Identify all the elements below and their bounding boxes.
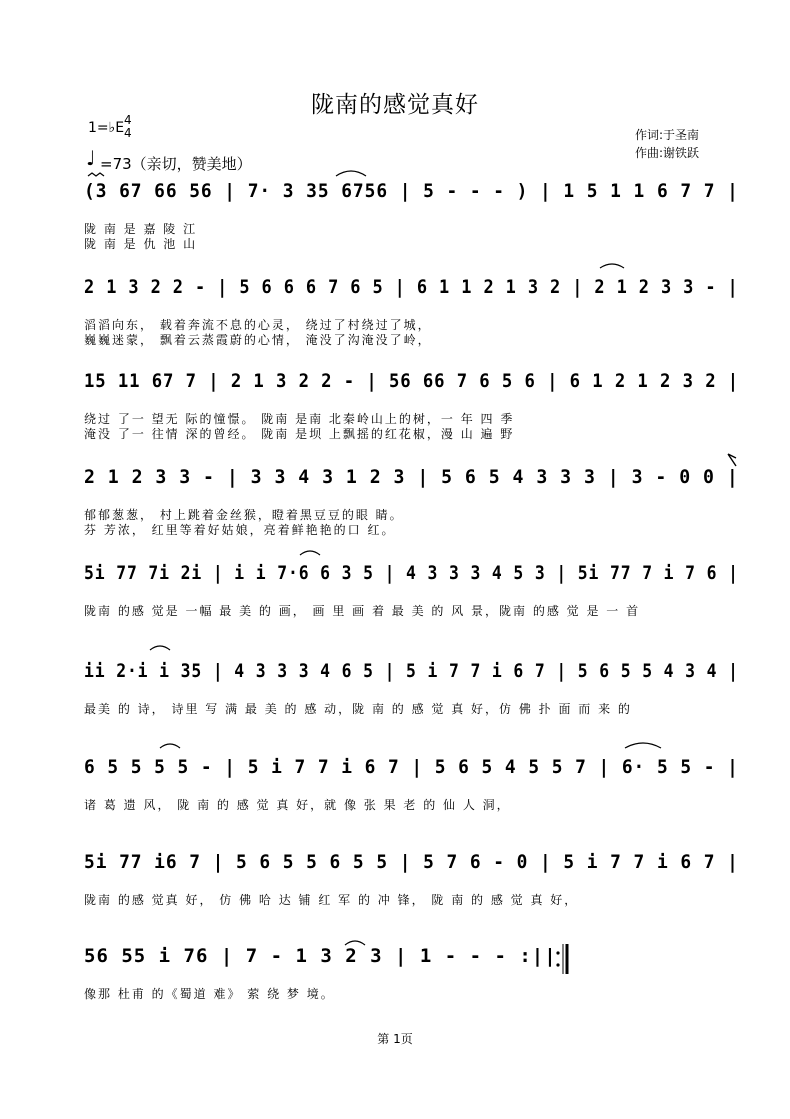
- notation-line: 56 55 i 76 | 7 - 1 3 2 3 | 1 - - - :||: [84, 945, 557, 967]
- slur-icon: [625, 743, 661, 748]
- segno-icon: [728, 454, 736, 466]
- lyric-line: 淹没 了一 往情 深的曾经。 陇南 是坝 上飘摇的红花椒，漫 山 遍 野: [84, 427, 515, 441]
- notation-line: 5i 77 7i 2i | i i 7·6 6 3 5 | 4 3 3 3 4 5 3 | 5i 77 7 i 7 6 |: [84, 562, 739, 584]
- slur-icon: [150, 646, 170, 650]
- lyric-line: 滔滔向东， 载着奔流不息的心灵， 绕过了村绕过了城，: [84, 318, 432, 332]
- tempo-marking: =73（亲切，赞美地）: [100, 155, 252, 173]
- slur-icon: [160, 744, 180, 748]
- song-title: 陇南的感觉真好: [311, 92, 479, 118]
- lyric-line: 芬 芳浓， 红里等着好姑娘，亮着鲜艳艳的口 红。: [84, 523, 396, 537]
- lyric-line: 诸 葛 遗 风， 陇 南 的 感 觉 真 好，就 像 张 果 老 的 仙 人 洞，: [84, 798, 511, 812]
- lyric-line: 郁郁葱葱， 村上跳着金丝猴，瞪着黑豆豆的眼 睛。: [84, 508, 404, 522]
- lyric-line: 陇 南 是 仇 池 山: [84, 237, 198, 251]
- notation-line: ii 2·i i 35 | 4 3 3 3 4 6 5 | 5 i 7 7 i 6 7 | 5 6 5 5 4 3 4 |: [84, 660, 739, 682]
- lyric-line: 绕过 了一 望无 际的憧憬。 陇南 是南 北秦岭山上的树，一 年 四 季: [84, 412, 515, 426]
- notation-line: (3 67 66 56 | 7· 3 35 6756 | 5 - - - ) | 1 5 1 1 6 7 7 |: [84, 180, 739, 202]
- page-number: 第 1页: [377, 1032, 413, 1046]
- notation-line: 2 1 3 2 2 - | 5 6 6 6 7 6 5 | 6 1 1 2 1 3 2 | 2 1 2 3 3 - |: [84, 276, 739, 298]
- time-signature: 4 4: [124, 113, 132, 140]
- lyric-line: 最美 的 诗， 诗里 写 满 最 美 的 感 动，陇 南 的 感 觉 真 好，仿 佛 扑 面 而 来 的: [84, 702, 632, 716]
- lyric-line: 陇南 的感 觉真 好， 仿 佛 哈 达 铺 红 军 的 冲 锋， 陇 南 的 感 觉 真 好，: [84, 893, 579, 907]
- slur-icon: [300, 551, 320, 555]
- lyric-line: 陇 南 是 嘉 陵 江: [84, 222, 198, 236]
- quarter-note-icon: ♩: [86, 146, 96, 170]
- lyric-line: 陇南 的感 觉是 一幅 最 美 的 画， 画 里 画 着 最 美 的 风 景，陇南 的感 觉 是 一 首: [84, 604, 641, 618]
- notation-line: 2 1 2 3 3 - | 3 3 4 3 1 2 3 | 5 6 5 4 3 3 3 | 3 - 0 0 |: [84, 466, 739, 488]
- lyric-line: 像那 杜甫 的《蜀道 难》 萦 绕 梦 境。: [84, 987, 335, 1001]
- notation-line: 5i 77 i6 7 | 5 6 5 5 6 5 5 | 5 7 6 - 0 | 5 i 7 7 i 6 7 |: [84, 851, 739, 873]
- slur-icon: [336, 171, 366, 176]
- slur-icon: [345, 941, 365, 945]
- key-signature: 1=♭E: [88, 120, 125, 136]
- notation-line: 15 11 67 7 | 2 1 3 2 2 - | 56 66 7 6 5 6 | 6 1 2 1 2 3 2 |: [84, 370, 740, 392]
- lyric-line: 巍巍迷蒙， 飘着云蒸霞蔚的心情， 淹没了沟淹没了岭，: [84, 333, 432, 347]
- composer: 作曲:谢铁跃: [635, 146, 700, 160]
- lyricist: 作词:于圣南: [635, 128, 700, 142]
- notation-line: 6 5 5 5 5 - | 5 i 7 7 i 6 7 | 5 6 5 4 5 5 7 | 6· 5 5 - |: [84, 756, 739, 778]
- slur-icon: [600, 264, 624, 268]
- turn-ornament-icon: [88, 173, 104, 176]
